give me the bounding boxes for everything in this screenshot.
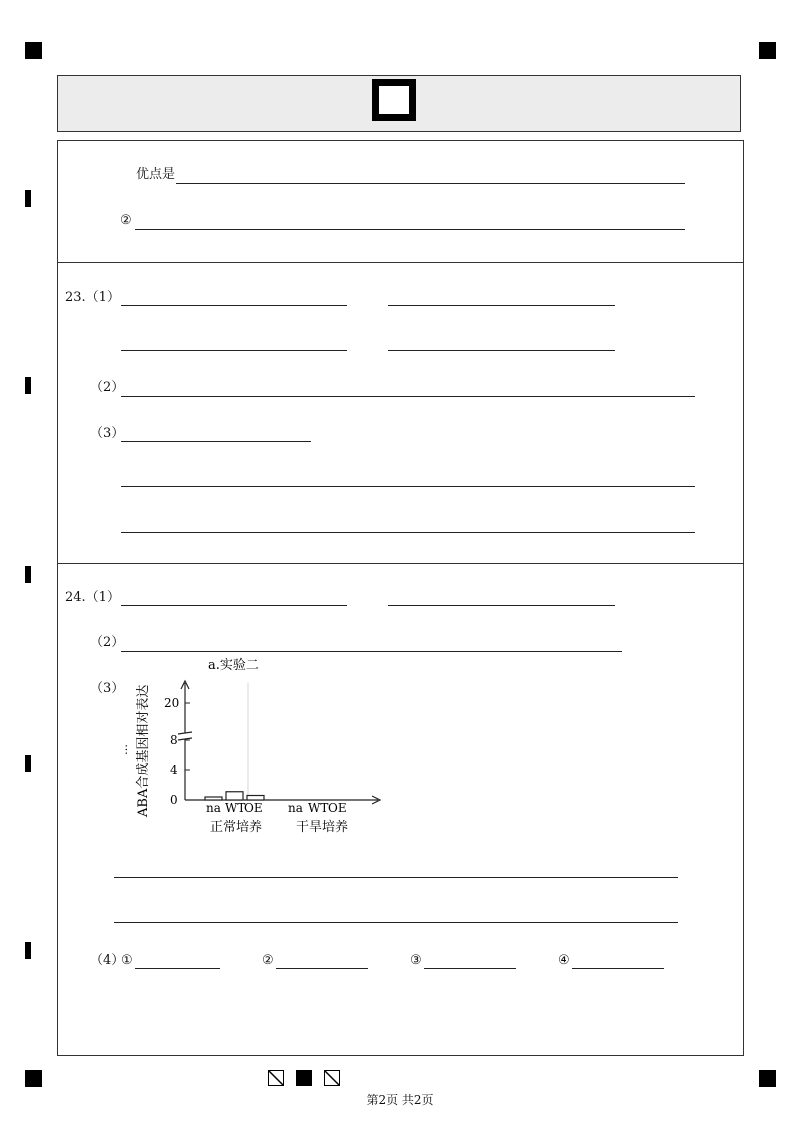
x-label-oe-drought: OE (328, 801, 347, 815)
timing-mark-4 (25, 755, 31, 772)
timing-mark-5 (25, 942, 31, 959)
header-square-mark (372, 79, 416, 121)
q23-1-line-d[interactable] (388, 350, 615, 351)
y-tick-label-0: 0 (170, 793, 178, 807)
q23-number: 23.（1） (65, 290, 120, 305)
q24-4-blank4-label: ④ (558, 953, 570, 968)
q24-3-line-b[interactable] (114, 922, 678, 923)
y-tick-label-8: 8 (170, 733, 178, 747)
q23-1-line-c[interactable] (121, 350, 347, 351)
chart-ylabel: ABA合成基因相对表达 (136, 684, 151, 817)
q24-4-blank1-line[interactable] (135, 968, 220, 969)
bar-oe-normal (247, 796, 264, 801)
group-label-drought: 干旱培养 (296, 820, 349, 835)
q24-sub3-label: （3） (90, 681, 125, 696)
item2-label: ② (120, 213, 132, 228)
q24-4-blank3-line[interactable] (424, 968, 516, 969)
q23-sub3-label: （3） (90, 426, 125, 441)
q23-3-line-c[interactable] (121, 532, 695, 533)
group-label-normal: 正常培养 (210, 820, 263, 835)
q23-1-line-b[interactable] (388, 305, 615, 306)
q24-sub4-label: （4） (90, 953, 125, 968)
q24-3-line-a[interactable] (114, 877, 678, 878)
q23-3-line-a[interactable] (121, 441, 311, 442)
answer-section-continued (57, 140, 744, 263)
registration-mark-bottom-left (25, 1070, 42, 1087)
advantage-label: 优点是 (136, 167, 176, 182)
question-23-section (57, 262, 744, 564)
q23-3-line-b[interactable] (121, 486, 695, 487)
timing-mark-1 (25, 190, 31, 207)
timing-mark-2 (25, 377, 31, 394)
q23-1-line-a[interactable] (121, 305, 347, 306)
y-tick-label-20: 20 (164, 696, 180, 710)
q23-sub2-label: （2） (90, 380, 125, 395)
x-label-na-normal: na (206, 801, 221, 815)
q24-4-blank1-label: ① (121, 953, 133, 968)
q24-number: 24.（1） (65, 590, 120, 605)
bar-na-normal (205, 797, 222, 800)
bar-wt-normal (226, 792, 243, 800)
timing-mark-3 (25, 566, 31, 583)
axis-break-ellipsis: … (117, 744, 130, 755)
x-label-wt-drought: WT (308, 801, 329, 815)
bar-group (205, 792, 264, 800)
q24-4-blank2-line[interactable] (276, 968, 368, 969)
x-label-wt-normal: WT (225, 801, 246, 815)
footer-hatched-square-2 (324, 1070, 340, 1086)
advantage-answer-line[interactable] (176, 183, 685, 184)
aba-expression-chart (117, 655, 390, 840)
q24-1-line-a[interactable] (121, 605, 347, 606)
page-number: 第2页 共2页 (366, 1093, 434, 1107)
q23-2-line[interactable] (121, 396, 695, 397)
q24-2-line[interactable] (121, 651, 622, 652)
q24-4-blank3-label: ③ (410, 953, 422, 968)
q24-1-line-b[interactable] (388, 605, 615, 606)
footer-hatched-square-1 (268, 1070, 284, 1086)
q24-sub2-label: （2） (90, 635, 125, 650)
chart-title: a.实验二 (208, 658, 259, 673)
x-label-na-drought: na (288, 801, 303, 815)
q24-4-blank4-line[interactable] (572, 968, 664, 969)
x-label-oe-normal: OE (244, 801, 263, 815)
q24-4-blank2-label: ② (262, 953, 274, 968)
y-tick-label-4: 4 (170, 763, 178, 777)
registration-mark-bottom-right (759, 1070, 776, 1087)
registration-mark-top-right (759, 42, 776, 59)
footer-solid-square (296, 1070, 312, 1086)
item2-answer-line[interactable] (135, 229, 685, 230)
registration-mark-top-left (25, 42, 42, 59)
